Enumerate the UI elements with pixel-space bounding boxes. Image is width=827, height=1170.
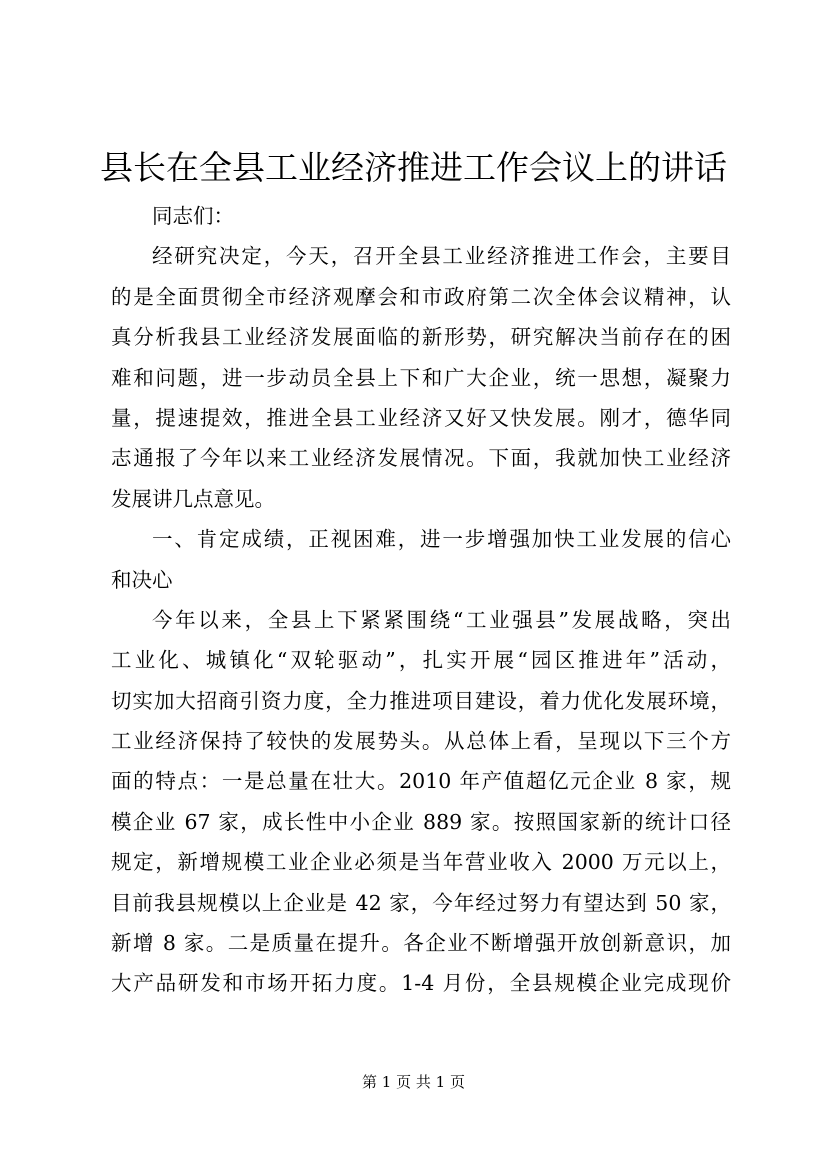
body-line: 工业化、城镇化“双轮驱动”，扎实开展“园区推进年”活动， — [111, 648, 731, 673]
body-line: 工业经济保持了较快的发展势头。从总体上看，呈现以下三个方 — [111, 729, 731, 754]
body-line: 新增 8 家。二是质量在提升。各企业不断增强开放创新意识，加 — [111, 931, 731, 956]
body-line: 经研究决定，今天，召开全县工业经济推进工作会，主要目 — [152, 244, 731, 269]
body-line: 量，提速提效，推进全县工业经济又好又快发展。刚才，德华同 — [111, 405, 731, 430]
body-line: 同志们： — [152, 204, 234, 228]
body-line: 规定，新增规模工业企业必须是当年营业收入 2000 万元以上， — [111, 850, 731, 875]
body-line: 难和问题，进一步动员全县上下和广大企业，统一思想，凝聚力 — [111, 365, 731, 390]
body-line: 发展讲几点意见。 — [111, 486, 275, 511]
body-line: 目前我县规模以上企业是 42 家，今年经过努力有望达到 50 家， — [111, 890, 731, 915]
body-line: 模企业 67 家，成长性中小企业 889 家。按照国家新的统计口径 — [111, 809, 731, 834]
section-heading-line: 一、肯定成绩，正视困难，进一步增强加快工业发展的信心 — [152, 527, 731, 552]
section-heading-line: 和决心 — [111, 567, 173, 592]
page-footer: 第 1 页 共 1 页 — [362, 1073, 465, 1091]
body-line: 今年以来，全县上下紧紧围绕“工业强县”发展战略，突出 — [152, 607, 731, 632]
body-line: 志通报了今年以来工业经济发展情况。下面，我就加快工业经济 — [111, 446, 731, 471]
document-title: 县长在全县工业经济推进工作会议上的讲话 — [100, 148, 727, 187]
body-line: 大产品研发和市场开拓力度。1-4 月份，全县规模企业完成现价 — [111, 971, 731, 996]
body-line: 的是全面贯彻全市经济观摩会和市政府第二次全体会议精神，认 — [111, 284, 731, 309]
body-line: 切实加大招商引资力度，全力推进项目建设，着力优化发展环境， — [111, 688, 731, 713]
body-line: 面的特点：一是总量在壮大。2010 年产值超亿元企业 8 家，规 — [111, 769, 731, 794]
body-line: 真分析我县工业经济发展面临的新形势，研究解决当前存在的困 — [111, 325, 731, 350]
document-body — [111, 196, 731, 1004]
